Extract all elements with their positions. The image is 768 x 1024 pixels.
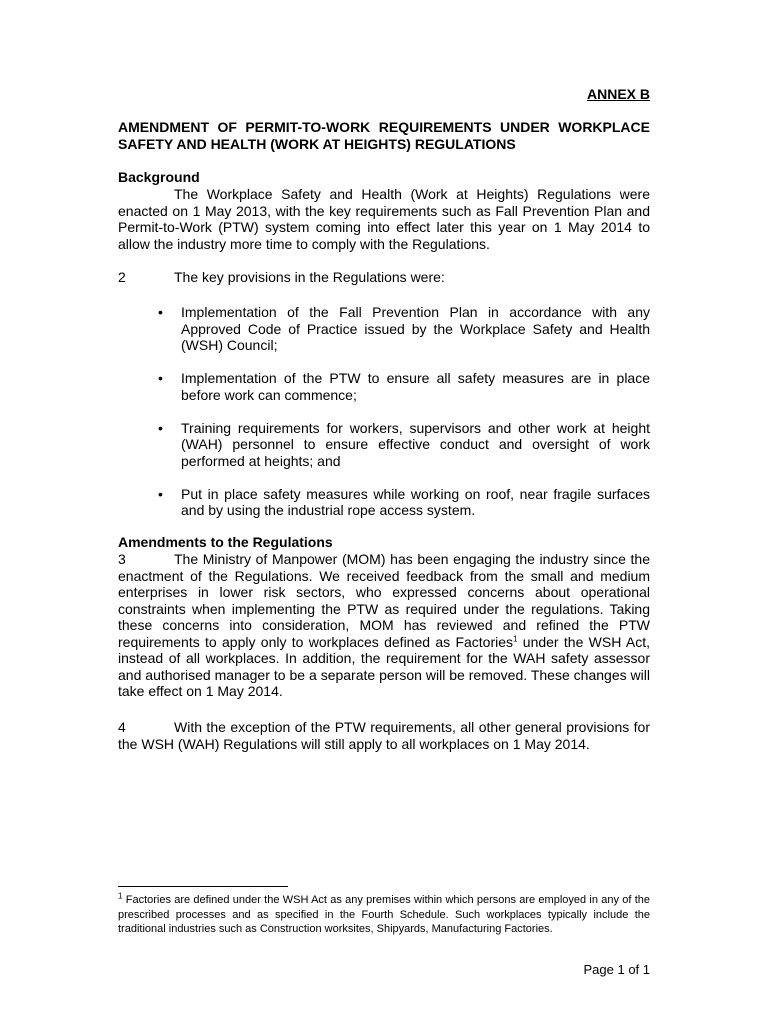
paragraph-4-number: 4 — [118, 719, 126, 735]
background-paragraph — [118, 186, 650, 252]
background-text: The Workplace Safety and Health (Work at Heights) Regulations were enacted on 1 May 2013, with the key requirements such as Fall Prevention Plan and Permit-to-Work (PTW) system coming into effect later this year on 1 May 2014 to allow the industry more time to comply with the Regulations. — [118, 186, 650, 252]
amendments-heading: Amendments to the Regulations — [118, 534, 333, 550]
list-item — [158, 370, 650, 403]
footnote-marker: 1 — [118, 891, 123, 901]
background-heading: Background — [118, 169, 200, 185]
list-item-text: Training requirements for workers, supervisors and other work at height (WAH) personnel to ensure effective conduct and oversight of work performed at heights; and — [181, 419, 650, 469]
footnote-reference[interactable]: 1 — [513, 633, 518, 643]
bullet-icon: • — [158, 370, 163, 386]
paragraph-4 — [118, 719, 650, 752]
bullet-icon: • — [158, 419, 163, 436]
footnote-divider — [118, 886, 288, 887]
list-item — [158, 304, 650, 354]
paragraph-2-number: 2 — [118, 269, 126, 285]
key-provisions-list — [158, 304, 650, 535]
list-item-text: Implementation of the Fall Prevention Plan in accordance with any Approved Code of Practice issued by the Workplace Safety and Health (WSH) Council; — [181, 304, 650, 353]
page-number: Page 1 of 1 — [583, 962, 650, 977]
paragraph-3-number: 3 — [118, 551, 126, 567]
list-item — [158, 486, 650, 519]
paragraph-3-text-a: The Ministry of Manpower (MOM) has been engaging the industry since the enactment of the Regulations. We received feedback from the small and medium enterprises in lower risk sectors, who expressed concerns about operational constraints when implementing the PTW as required under the regulations. Taking these concerns into consideration, MOM has reviewed and refined the PTW requirements to apply only to workplaces defined as Factories — [118, 551, 650, 650]
paragraph-2-text: The key provisions in the Regulations were: — [174, 269, 445, 285]
paragraph-3-text-b: under the WSH Act, instead of all workplaces. In addition, the requirement for the WAH safety assessor and authorised manager to be a separate person will be removed. These changes will take effect on 1 May 2014. — [118, 633, 650, 699]
footnote-text: Factories are defined under the WSH Act as any premises within which persons are employed in any of the prescribed processes and as specified in the Fourth Schedule. Such workplaces typically include the traditional industries such as Construction worksites, Shipyards, Manufacturing Factories. — [118, 894, 650, 935]
bullet-icon: • — [158, 304, 163, 320]
paragraph-4-text: With the exception of the PTW requirements, all other general provisions for the WSH (WAH) Regulations will still apply to all workplaces on 1 May 2014. — [118, 719, 650, 752]
document-title: AMENDMENT OF PERMIT-TO-WORK REQUIREMENTS UNDER WORKPLACE SAFETY AND HEALTH (WORK AT HEIGHTS) REGULATIONS — [118, 119, 650, 152]
paragraph-3 — [118, 551, 650, 700]
paragraph-2 — [118, 269, 650, 286]
list-item-text: Put in place safety measures while working on roof, near fragile surfaces and by using the industrial rope access system. — [181, 485, 650, 518]
list-item-text: Implementation of the PTW to ensure all safety measures are in place before work can commence; — [181, 370, 650, 403]
bullet-icon: • — [158, 485, 163, 502]
list-item — [158, 420, 650, 470]
annex-label: ANNEX B — [586, 86, 650, 102]
footnote — [118, 893, 650, 937]
